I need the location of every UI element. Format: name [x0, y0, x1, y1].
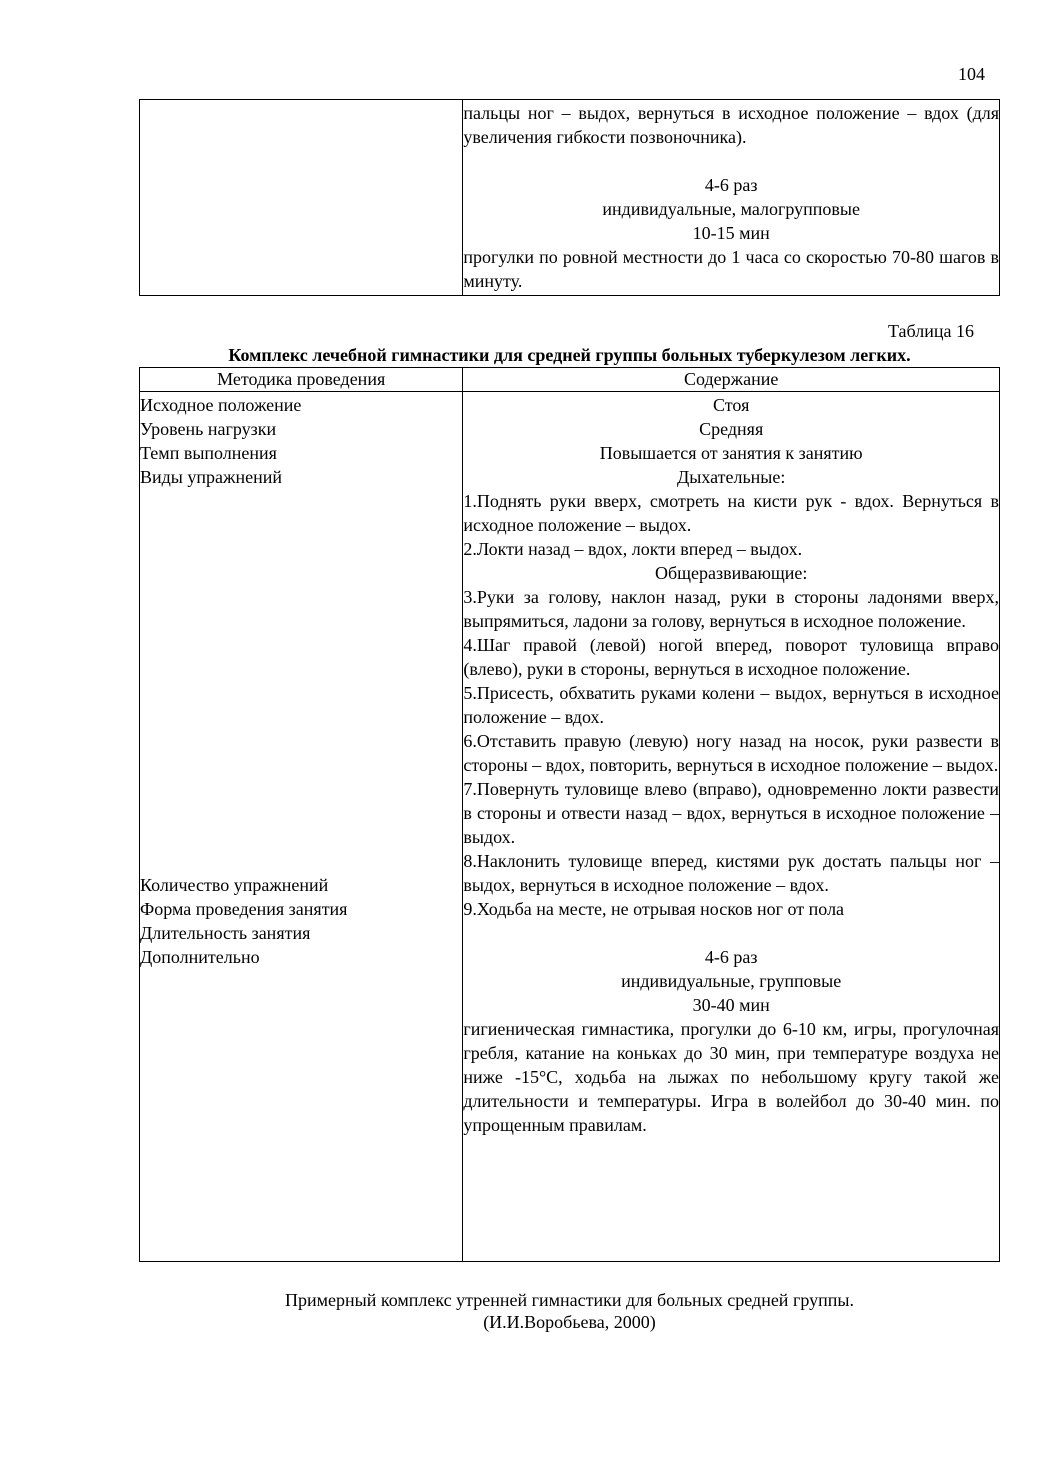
continued-table: [139, 99, 1000, 296]
footer-caption: Примерный комплекс утренней гимнастики для больных средней группы.: [285, 1290, 854, 1310]
exercise-9: 9.Ходьба на месте, не отрывая носков ног от пола: [463, 899, 845, 919]
exercise-3: 3.Руки за голову, наклон назад, руки в стороны ладонями вверх, выпрямиться, ладони за голову, вернуться в исходное положение.: [463, 587, 999, 631]
method-cell: [140, 392, 463, 1262]
table-label: Таблица 16: [888, 321, 974, 341]
exercise-8: 8.Наклонить туловище вперед, кистями рук достать пальцы ног – выдох, вернуться в исходное положение – вдох.: [463, 851, 999, 895]
method-label: Исходное положение: [140, 395, 302, 415]
continued-count: 4-6 раз: [704, 175, 758, 195]
method-label: Уровень нагрузки: [140, 419, 277, 439]
continued-duration: 10-15 мин: [692, 223, 770, 243]
footer-citation: (И.И.Воробьева, 2000): [483, 1312, 656, 1332]
session-form: индивидуальные, групповые: [621, 971, 842, 991]
exercise-4: 4.Шаг правой (левой) ногой вперед, поворот туловища вправо (влево), руки в стороны, вернуться в исходное положение.: [463, 635, 999, 679]
method-label: Длительность занятия: [140, 923, 311, 943]
exercise-6: 6.Отставить правую (левую) ногу назад на носок, руки развести в стороны – вдох, повторить, вернуться в исходное положение – выдох.: [463, 731, 999, 775]
tempo: Повышается от занятия к занятию: [599, 443, 863, 463]
continued-additional: прогулки по ровной местности до 1 часа со скоростью 70-80 шагов в минуту.: [463, 247, 999, 291]
additional-activities: гигиеническая гимнастика, прогулки до 6-10 км, игры, прогулочная гребля, катание на коньках до 30 мин, при температуре воздуха не ниже -15°С, ходьба на лыжах по небольшому кругу такой же длительности и температуры. Игра в волейбол до 30-40 мин. по упрощенным правилам.: [463, 1019, 999, 1135]
page-number: 104: [958, 64, 985, 84]
header-content: Содержание: [463, 368, 1000, 392]
exercise-count: 4-6 раз: [704, 947, 758, 967]
table-title: Комплекс лечебной гимнастики для средней группы больных туберкулезом легких.: [228, 345, 911, 365]
general-heading: Общеразвивающие:: [654, 563, 808, 583]
continued-exercise-text: пальцы ног – выдох, вернуться в исходное положение – вдох (для увеличения гибкости позвоночника).: [463, 103, 999, 147]
continued-form: индивидуальные, малогрупповые: [602, 199, 860, 219]
session-duration: 30-40 мин: [692, 995, 770, 1015]
exercise-2: 2.Локти назад – вдох, локти вперед – выдох.: [463, 539, 803, 559]
exercise-7: 7.Повернуть туловище влево (вправо), одновременно локти развести в стороны и отвести назад – вдох, вернуться в исходное положение – выдох.: [463, 779, 999, 847]
method-label: Темп выполнения: [140, 443, 277, 463]
header-method: Методика проведения: [140, 368, 463, 392]
method-label: Форма проведения занятия: [140, 899, 348, 919]
continued-left-cell: [140, 100, 463, 296]
content-cell: [463, 392, 1000, 1262]
breathing-heading: Дыхательные:: [676, 467, 786, 487]
exercise-1: 1.Поднять руки вверх, смотреть на кисти рук - вдох. Вернуться в исходное положение – выдох.: [463, 491, 999, 535]
method-label: Количество упражнений: [140, 875, 329, 895]
exercise-5: 5.Присесть, обхватить руками колени – выдох, вернуться в исходное положение – вдох.: [463, 683, 999, 727]
method-label: Виды упражнений: [140, 467, 282, 487]
table-16: [139, 367, 1000, 1262]
load-level: Средняя: [699, 419, 764, 439]
starting-position: Стоя: [713, 395, 750, 415]
continued-right-cell: [463, 100, 1000, 296]
method-label: Дополнительно: [140, 947, 260, 967]
